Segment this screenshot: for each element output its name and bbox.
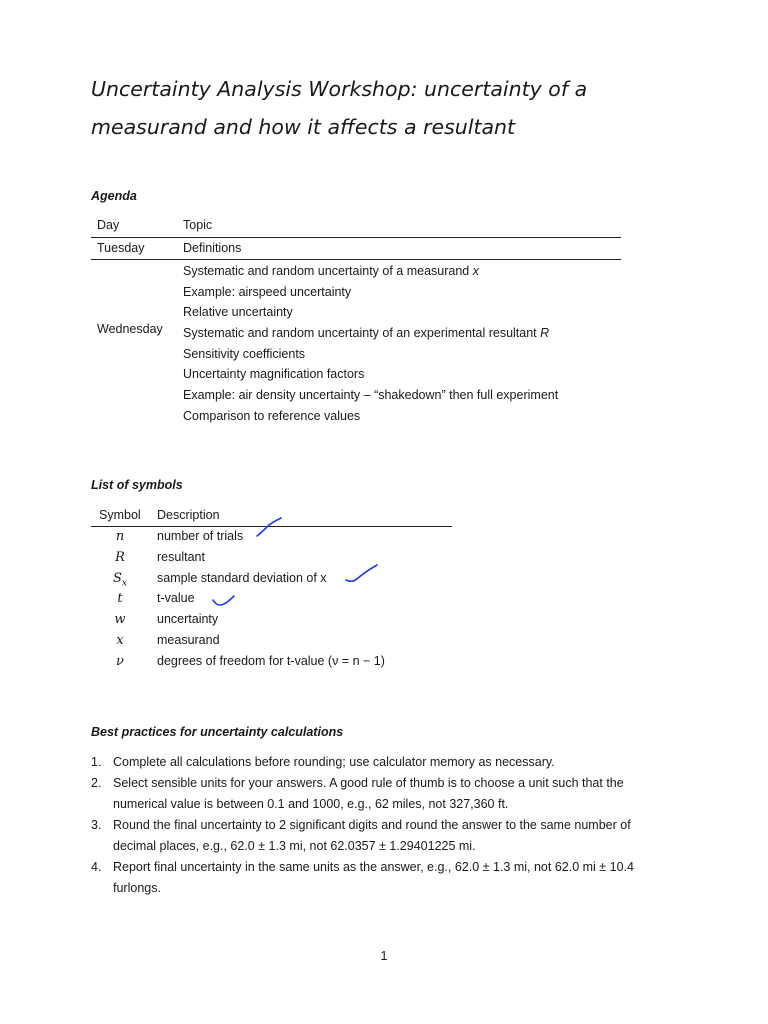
- symbols-col-symbol: Symbol: [99, 508, 141, 522]
- practice-number: 1.: [91, 755, 102, 769]
- agenda-topic: Example: airspeed uncertainty: [183, 284, 352, 299]
- agenda-topic: Relative uncertainty: [183, 305, 293, 320]
- practice-item: [91, 857, 661, 899]
- practice-item: [91, 815, 661, 857]
- practice-text: Complete all calculations before rounding; use calculator memory as necessary.: [113, 755, 555, 769]
- practices-heading: Best practices for uncertainty calculations: [91, 725, 344, 739]
- symbols-table: [91, 506, 452, 673]
- agenda-wednesday-topics: [183, 261, 558, 427]
- agenda-topic-tuesday: Definitions: [183, 241, 242, 255]
- symbol-row: [91, 589, 452, 610]
- symbol-description: number of trials: [157, 529, 244, 543]
- variable-name: x: [472, 264, 479, 278]
- symbols-header-row: [91, 506, 452, 527]
- agenda-col-day: Day: [97, 218, 120, 232]
- symbols-col-description: Description: [157, 508, 220, 522]
- agenda-row-tuesday: [91, 238, 621, 260]
- agenda-day-wednesday: Wednesday: [97, 322, 163, 336]
- agenda-col-topic: Topic: [183, 218, 213, 232]
- agenda-topic: Example: air density uncertainty – “shakedown” then full experiment: [183, 388, 559, 403]
- symbol: t: [117, 591, 123, 607]
- symbol-description: sample standard deviation of x: [157, 570, 327, 585]
- practice-text: Report final uncertainty in the same units as the answer, e.g., 62.0 ± 1.3 mi, not 62.0 mi ± 10.4 furlongs.: [113, 860, 634, 895]
- agenda-topic: Comparison to reference values: [183, 408, 361, 423]
- symbol-row: [91, 527, 452, 548]
- agenda-heading: Agenda: [91, 189, 137, 203]
- symbol-description: resultant: [157, 549, 205, 564]
- symbol: ν: [116, 653, 124, 669]
- practices-list: [91, 752, 661, 899]
- symbol-row: [91, 652, 452, 673]
- symbol: x: [116, 632, 124, 648]
- variable-name: R: [540, 326, 550, 341]
- document-title: Uncertainty Analysis Workshop: uncertainty of a measurand and how it affects a resultant: [91, 77, 588, 139]
- practice-number: 3.: [91, 818, 102, 832]
- agenda-topic: Sensitivity coefficients: [183, 346, 306, 361]
- practice-number: 4.: [91, 860, 102, 874]
- agenda-table: [91, 215, 621, 426]
- agenda-day-tuesday: Tuesday: [97, 241, 145, 255]
- symbol-row: [91, 569, 452, 590]
- symbol: w: [114, 612, 126, 628]
- symbol-description: degrees of freedom for t-value (ν = n − 1): [157, 653, 385, 668]
- symbol-row: [91, 548, 452, 569]
- practice-text: Round the final uncertainty to 2 significant digits and round the answer to the same number of decimal places, e.g., 62.0 ± 1.3 mi, not 62.0357 ± 1.29401225 mi.: [113, 818, 631, 853]
- symbol-description: t-value: [157, 591, 195, 606]
- agenda-topic: Systematic and random uncertainty of a measurand x: [183, 264, 479, 278]
- symbol-description: uncertainty: [157, 612, 219, 627]
- practice-number: 2.: [91, 776, 102, 790]
- symbol: R: [115, 549, 125, 565]
- symbol-row: [91, 631, 452, 652]
- practice-item: [91, 773, 661, 815]
- symbol: $S_x$: [113, 570, 127, 589]
- practice-item: [91, 752, 661, 773]
- agenda-topic: Systematic and random uncertainty of an experimental resultant R: [183, 326, 550, 341]
- agenda-topic: Uncertainty magnification factors: [183, 367, 365, 382]
- practice-text: Select sensible units for your answers. A good rule of thumb is to choose a unit such that the numerical value is between 0.1 and 1000, e.g., 62 miles, not 327,360 ft.: [113, 776, 624, 811]
- symbol-row: [91, 610, 452, 631]
- page-number: 1: [380, 949, 388, 963]
- symbol-description: measurand: [157, 632, 220, 647]
- agenda-header-row: [91, 215, 621, 238]
- agenda-row-wednesday: [91, 260, 621, 426]
- symbols-heading: List of symbols: [91, 478, 183, 492]
- symbol: n: [115, 529, 125, 544]
